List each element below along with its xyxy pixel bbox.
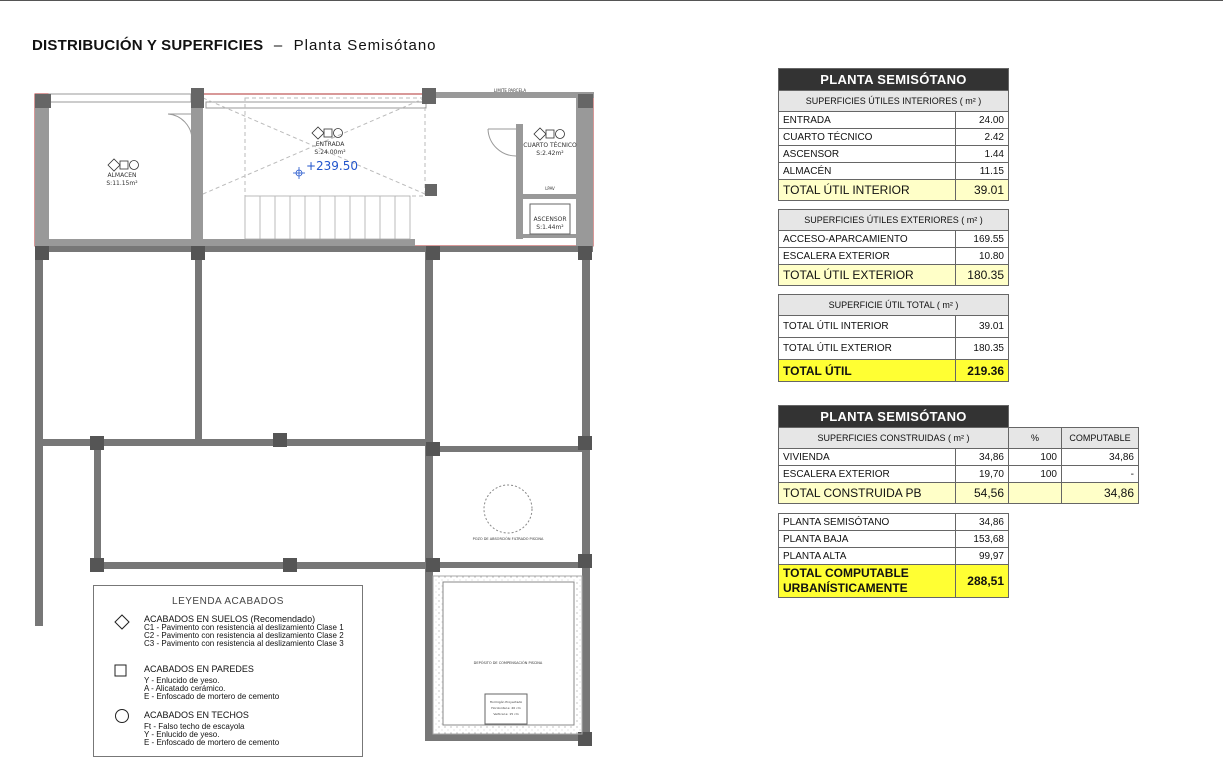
table-row [779, 548, 1009, 565]
room-label-entrada: ENTRADA [315, 141, 345, 148]
grand-total-row [779, 360, 1009, 382]
finish-symbols-almacen [108, 159, 139, 171]
legend-box [93, 585, 363, 757]
row-label: VIVIENDA [779, 449, 956, 466]
row-value: 34,86 [956, 514, 1009, 531]
top-note: LIMITE PARCELA [493, 88, 527, 93]
row-value: 19,70 [956, 466, 1009, 483]
row-label: ASCENSOR [779, 146, 956, 163]
circle-icon [114, 708, 130, 724]
table-row [779, 248, 1009, 265]
finish-symbols-entrada [312, 127, 343, 139]
level-crosshair-icon [293, 167, 305, 179]
row-label: PLANTA ALTA [779, 548, 956, 565]
row-label: ACCESO-APARCAMIENTO [779, 231, 956, 248]
row-label: PLANTA SEMISÓTANO [779, 514, 956, 531]
row-value: 1.44 [956, 146, 1009, 163]
row-label: PLANTA BAJA [779, 531, 956, 548]
row-value: 99,97 [956, 548, 1009, 565]
legend-ceilings-heading: ACABADOS EN TECHOS [144, 710, 249, 720]
grand-total-label [779, 565, 956, 598]
row-label: ESCALERA EXTERIOR [779, 248, 956, 265]
table-row [779, 531, 1009, 548]
room-area-ascensor: S:1.44m² [536, 224, 564, 231]
row-value: 34,86 [956, 449, 1009, 466]
table-row [779, 449, 1139, 466]
table-row [779, 338, 1009, 360]
row-label: ALMACÉN [779, 163, 956, 180]
legend-ceilings-item: Ft - Falso techo de escayola [144, 722, 245, 731]
table2-heading: PLANTA SEMISÓTANO [779, 406, 1009, 428]
total-label: TOTAL ÚTIL INTERIOR [779, 180, 956, 201]
row-value: 169.55 [956, 231, 1009, 248]
table-row [779, 231, 1009, 248]
room-area-almacen: S:11.15m² [106, 180, 138, 187]
useful-surfaces-table [778, 68, 1009, 201]
row-value: 11.15 [956, 163, 1009, 180]
table-row [779, 316, 1009, 338]
legend-floors [144, 614, 344, 648]
total-row [779, 180, 1009, 201]
legend-ceilings [144, 710, 279, 747]
table-row [779, 466, 1139, 483]
table-row [779, 163, 1009, 180]
total-header: SUPERFICIE ÚTIL TOTAL ( m² ) [779, 295, 1009, 316]
total-row [779, 483, 1139, 504]
row-computable: - [1062, 466, 1139, 483]
grand-total-label: TOTAL ÚTIL [779, 360, 956, 382]
room-label-almacen: ALMACEN [107, 172, 137, 179]
built-header: SUPERFICIES CONSTRUIDAS ( m² ) [779, 428, 1009, 449]
pct-header: % [1009, 428, 1062, 449]
stairs [245, 196, 410, 239]
exterior-surfaces-table [778, 209, 1009, 286]
built-surfaces-table [778, 405, 1139, 504]
pool-label-2: DEPÓSITO DE COMPENSACIÓN PISCINA [473, 661, 543, 665]
absorption-well [484, 485, 532, 533]
row-value: 180.35 [956, 338, 1009, 360]
legend-floors-item: C2 - Pavimento con resistencia al deslizamiento Clase 2 [144, 631, 344, 640]
page-title-sub: Planta Semisótano [293, 37, 437, 54]
total-label: TOTAL CONSTRUIDA PB [779, 483, 956, 504]
pool-label: POZO DE ABSORCIÓN FILTRADO PISCINA [472, 537, 544, 541]
legend-floors-heading: ACABADOS EN SUELOS (Recomendado) [144, 614, 316, 624]
total-computable: 34,86 [1062, 483, 1139, 504]
square-icon [114, 664, 128, 678]
row-value: 10.80 [956, 248, 1009, 265]
row-label: ESCALERA EXTERIOR [779, 466, 956, 483]
room-label-ascensor: ASCENSOR [533, 216, 567, 223]
table1-heading: PLANTA SEMISÓTANO [779, 69, 1009, 91]
total-value: 39.01 [956, 180, 1009, 201]
grand-total-value: 288,51 [956, 565, 1009, 598]
legend-ceilings-item: E - Enfoscado de mortero de cemento [144, 738, 280, 747]
total-value: 54,56 [956, 483, 1009, 504]
row-pct: 100 [1009, 449, 1062, 466]
table-row [779, 514, 1009, 531]
row-value: 39.01 [956, 316, 1009, 338]
grand-total-value: 219.36 [956, 360, 1009, 382]
table-row [779, 112, 1009, 129]
legend-title: LEYENDA ACABADOS [172, 596, 284, 607]
total-label: TOTAL ÚTIL EXTERIOR [779, 265, 956, 286]
room-area-cuarto-tecnico: S:2.42m² [536, 150, 564, 157]
table-row [779, 129, 1009, 146]
room-label-cuarto-tecnico: CUARTO TÉCNICO [523, 142, 577, 149]
table-row [779, 146, 1009, 163]
small-note-1: Hormigón Proyectado [489, 700, 523, 704]
total-row [779, 265, 1009, 286]
row-value: 153,68 [956, 531, 1009, 548]
page-title [32, 37, 437, 55]
small-note-2: Horizontal e: 20 cm [491, 706, 521, 710]
legend-walls-item: Y - Enlucido de yeso. [144, 676, 220, 685]
legend-walls-item: A - Alicatado cerámico. [144, 684, 226, 693]
row-value: 24.00 [956, 112, 1009, 129]
exterior-header: SUPERFICIES ÚTILES EXTERIORES ( m² ) [779, 210, 1009, 231]
legend-ceilings-item: Y - Enlucido de yeso. [144, 730, 220, 739]
legend-floors-item: C1 - Pavimento con resistencia al deslizamiento Clase 1 [144, 623, 344, 632]
legend-walls-item: E - Enfoscado de mortero de cemento [144, 692, 280, 701]
floors-summary-table [778, 513, 1009, 598]
row-computable: 34,86 [1062, 449, 1139, 466]
total-useful-table [778, 294, 1009, 382]
level-mark: +239.50 [305, 159, 359, 173]
row-label: ENTRADA [779, 112, 956, 129]
page-title-main: DISTRIBUCIÓN Y SUPERFICIES [32, 37, 264, 54]
page-title-dash: – [273, 37, 284, 54]
finish-symbols-cuarto-tecnico [534, 128, 565, 140]
legend-walls-heading: ACABADOS EN PAREDES [144, 664, 254, 674]
total-value: 180.35 [956, 265, 1009, 286]
row-label: CUARTO TÉCNICO [779, 129, 956, 146]
room-area-entrada: S:24.00m² [314, 149, 346, 156]
legend-walls [144, 664, 279, 701]
grand-total-row [779, 565, 1009, 598]
legend-floors-item: C3 - Pavimento con resistencia al deslizamiento Clase 3 [144, 639, 344, 648]
total-pct [1009, 483, 1062, 504]
interior-header: SUPERFICIES ÚTILES INTERIORES ( m² ) [779, 91, 1009, 112]
top-rule [0, 0, 1223, 1]
row-label: TOTAL ÚTIL INTERIOR [779, 316, 956, 338]
row-pct: 100 [1009, 466, 1062, 483]
grand-total-label-2: URBANÍSTICAMENTE [783, 581, 908, 595]
row-value: 2.42 [956, 129, 1009, 146]
small-note-3: Vertical e: 15 cm [493, 712, 519, 716]
diamond-icon [114, 614, 130, 630]
computable-header: COMPUTABLE [1062, 428, 1139, 449]
lpv-note: LPAV [545, 186, 555, 191]
row-label: TOTAL ÚTIL EXTERIOR [779, 338, 956, 360]
grand-total-label-1: TOTAL COMPUTABLE [783, 566, 909, 580]
